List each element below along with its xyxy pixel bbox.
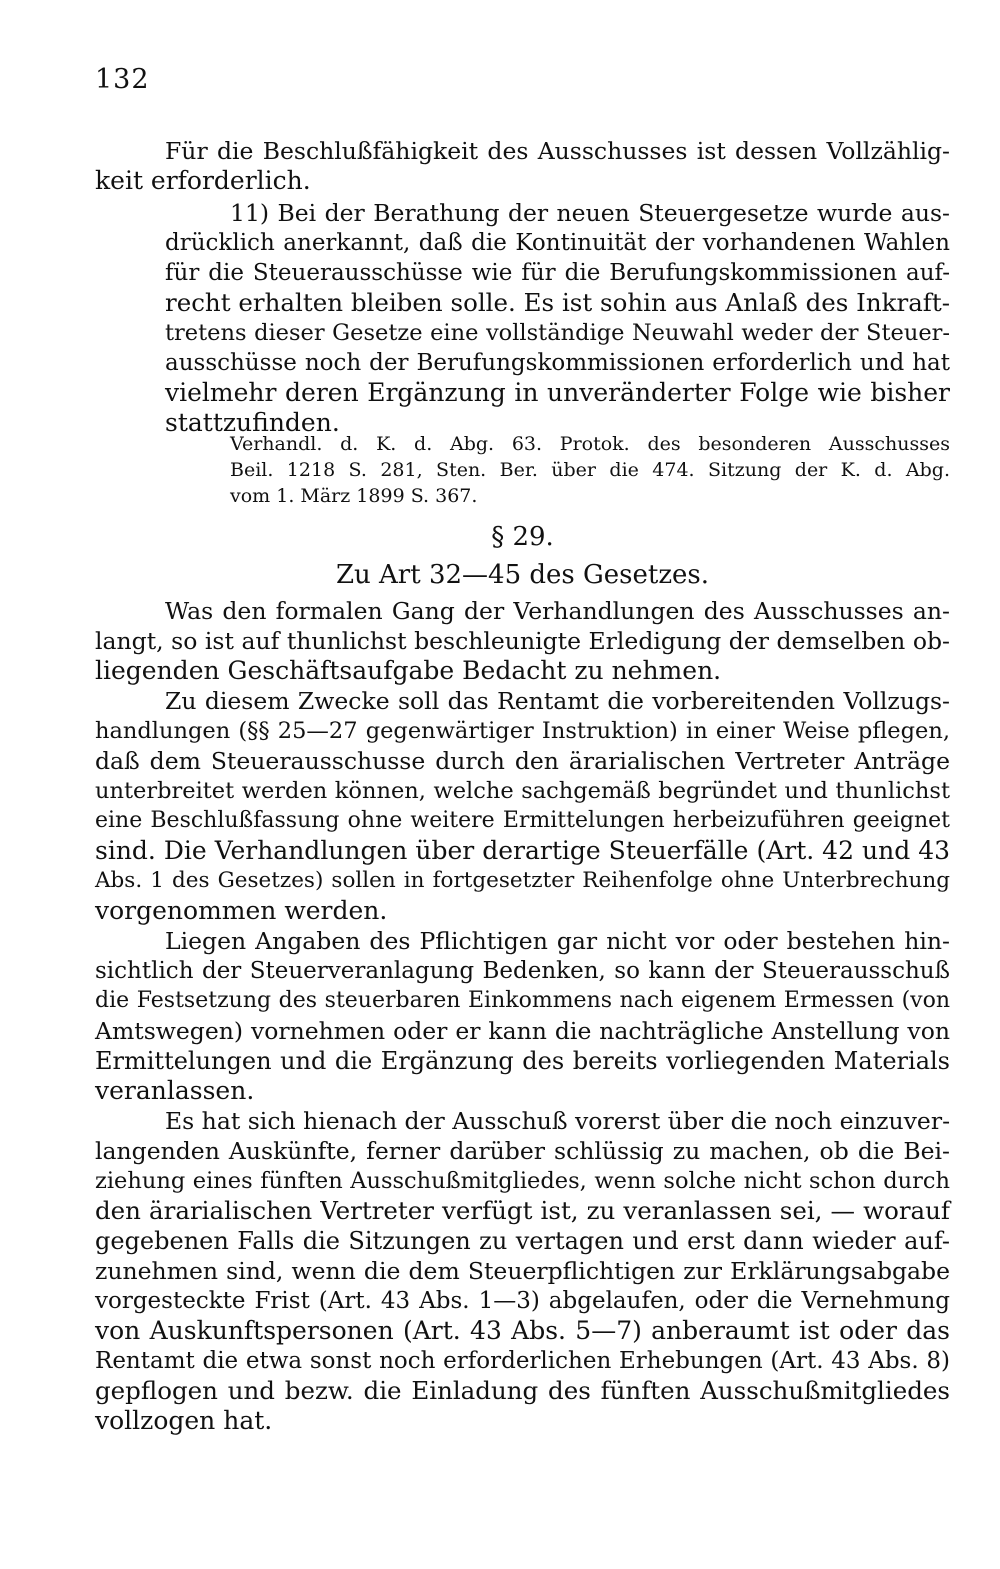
section-number: § 29. bbox=[491, 522, 554, 552]
text-line: vielmehr deren Ergänzung in unveränderter Folge wie bisher bbox=[165, 378, 950, 407]
text-line: den ärarialischen Vertreter verfügt ist, zu veranlassen sei, — worauf bbox=[95, 1196, 950, 1225]
text-line: daß dem Steuerausschusse durch den ärarialischen Vertreter Anträge bbox=[95, 747, 950, 775]
text-line: langenden Auskünfte, ferner darüber schlüssig zu machen, ob die Bei- bbox=[95, 1137, 950, 1165]
section-title: Zu Art 32—45 des Gesetzes. bbox=[335, 560, 710, 590]
text-line: vollzogen hat. bbox=[95, 1406, 273, 1435]
text-line: ziehung eines fünften Ausschußmitgliedes, wenn solche nicht schon durch bbox=[95, 1168, 950, 1194]
text-line: von Auskunftspersonen (Art. 43 Abs. 5—7) anberaumt ist oder das bbox=[95, 1316, 950, 1345]
footnote-line: vom 1. März 1899 S. 367. bbox=[230, 485, 478, 507]
text-line: Zu diesem Zwecke soll das Rentamt die vorbereitenden Vollzugs- bbox=[165, 687, 950, 715]
text-line: vorgesteckte Frist (Art. 43 Abs. 1—3) abgelaufen, oder die Vernehmung bbox=[95, 1288, 950, 1314]
text-line: unterbreitet werden können, welche sachgemäß begründet und thunlichst bbox=[95, 778, 950, 804]
text-line: handlungen (§§ 25—27 gegenwärtiger Instruktion) in einer Weise pflegen, bbox=[95, 718, 950, 744]
text-line: tretens dieser Gesetze eine vollständige Neuwahl weder der Steuer- bbox=[165, 320, 950, 346]
text-line: Was den formalen Gang der Verhandlungen des Ausschusses an- bbox=[165, 597, 950, 625]
page-number: 132 bbox=[95, 64, 150, 95]
text-line: Amtswegen) vornehmen oder er kann die nachträgliche Anstellung von bbox=[95, 1017, 950, 1045]
text-line: recht erhalten bleiben solle. Es ist sohin aus Anlaß des Inkraft- bbox=[165, 288, 950, 317]
text-line: gepflogen und bezw. die Einladung des fünften Ausschußmitgliedes bbox=[95, 1376, 950, 1405]
text-line: Abs. 1 des Gesetzes) sollen in fortgesetzter Reihenfolge ohne Unterbrechung bbox=[95, 868, 950, 893]
text-line: langt, so ist auf thunlichst beschleunigte Erledigung der demselben ob- bbox=[95, 627, 950, 655]
text-line: Ermittelungen und die Ergänzung des bereits vorliegenden Materials bbox=[95, 1047, 950, 1075]
text-line: sind. Die Verhandlungen über derartige Steuerfälle (Art. 42 und 43 bbox=[95, 836, 950, 865]
text-line: vorgenommen werden. bbox=[95, 896, 388, 925]
footnote-line: Beil. 1218 S. 281, Sten. Ber. über die 474. Sitzung der K. d. Abg. bbox=[230, 459, 950, 481]
text-line: keit erforderlich. bbox=[95, 166, 311, 195]
text-line: eine Beschlußfassung ohne weitere Ermittelungen herbeizuführen geeignet bbox=[95, 808, 950, 833]
text-line: 11) Bei der Berathung der neuen Steuergesetze wurde aus- bbox=[230, 199, 950, 227]
text-line: ausschüsse noch der Berufungskommissionen erforderlich und hat bbox=[165, 350, 950, 376]
text-line: gegebenen Falls die Sitzungen zu vertagen und erst dann wieder auf- bbox=[95, 1227, 950, 1255]
text-line: sichtlich der Steuerveranlagung Bedenken, so kann der Steuerausschuß bbox=[95, 958, 950, 984]
text-line: drücklich anerkannt, daß die Kontinuität der vorhandenen Wahlen bbox=[165, 230, 950, 256]
text-line: liegenden Geschäftsaufgabe Bedacht zu nehmen. bbox=[95, 656, 722, 685]
text-line: Rentamt die etwa sonst noch erforderlichen Erhebungen (Art. 43 Abs. 8) bbox=[95, 1348, 950, 1374]
text-line: zunehmen sind, wenn die dem Steuerpflichtigen zur Erklärungsabgabe bbox=[95, 1257, 950, 1285]
footnote-line: Verhandl. d. K. d. Abg. 63. Protok. des besonderen Ausschusses bbox=[230, 433, 950, 455]
text-line: für die Steuerausschüsse wie für die Berufungskommissionen auf- bbox=[165, 260, 950, 286]
text-line: die Festsetzung des steuerbaren Einkommens nach eigenem Ermessen (von bbox=[95, 988, 950, 1013]
text-line: Für die Beschlußfähigkeit des Ausschusses ist dessen Vollzählig- bbox=[165, 137, 950, 165]
text-line: Liegen Angaben des Pflichtigen gar nicht vor oder bestehen hin- bbox=[165, 927, 950, 955]
text-line: stattzufinden. bbox=[165, 408, 340, 437]
text-line: veranlassen. bbox=[95, 1076, 255, 1105]
text-line: Es hat sich hienach der Ausschuß vorerst über die noch einzuver- bbox=[165, 1107, 951, 1135]
